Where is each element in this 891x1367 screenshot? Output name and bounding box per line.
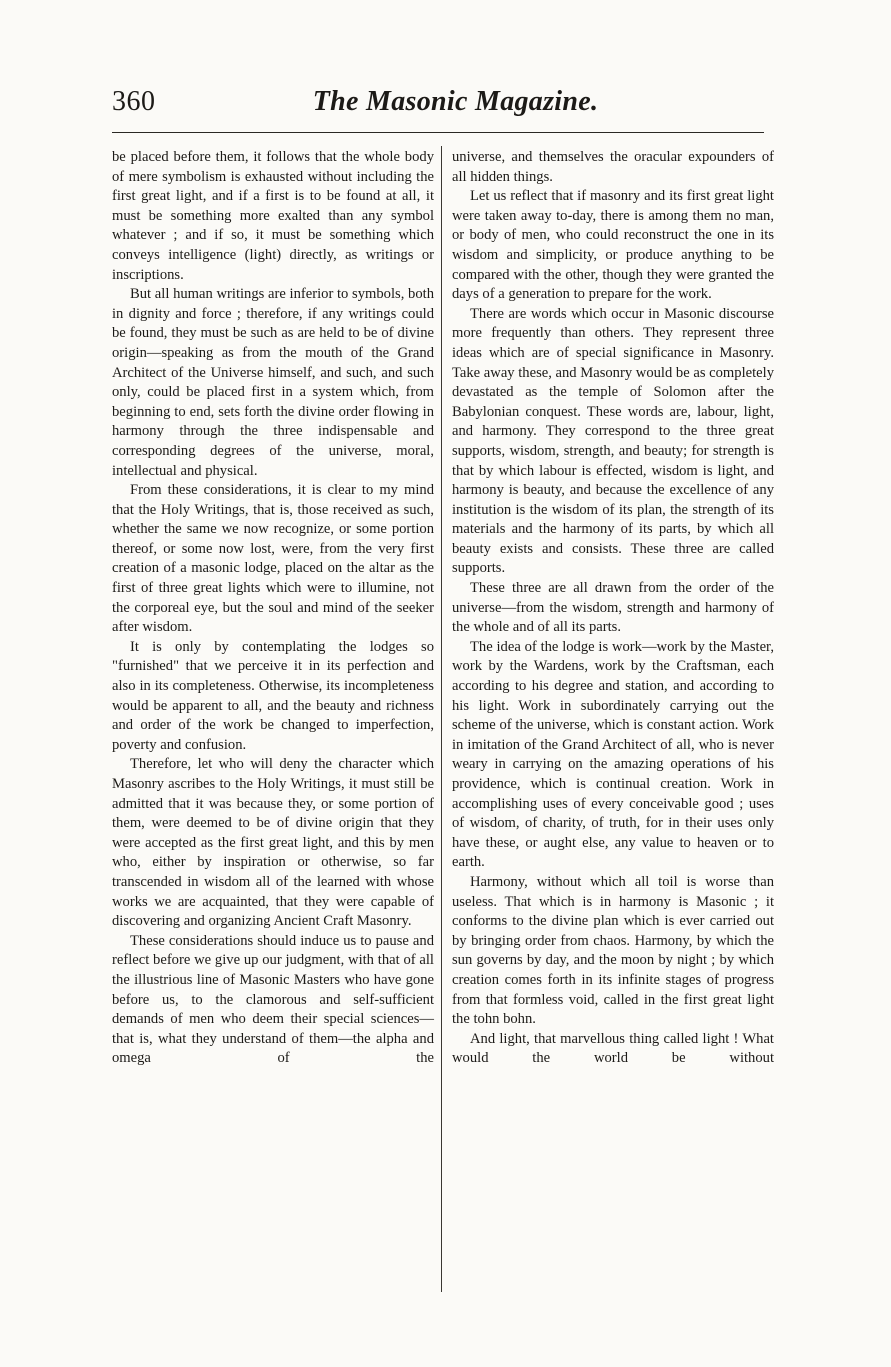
paragraph: Therefore, let who will deny the character which Masonry ascribes to the Holy Writings, it must still be admitted that it was because they, or some portion of them, were deemed to be of divine origin that they were accepted as the first great light, and this by men who, either by inspiration or otherwise, so far transcended in wisdom all of the learned with whose works we are acquainted, that they were capable of discovering and organizing Ancient Craft Masonry.: [112, 756, 434, 930]
paragraph: There are words which occur in Masonic discourse more frequently than others. They represent three ideas which are of special significance in Masonry. Take away these, and Masonry would be as completely devastated as the temple of Solomon after the Babylonian conquest. These words are, labour, light, and harmony. They correspond to the three great supports, wisdom, strength, and beauty; for strength is that by which labour is effected, wisdom is light, and harmony is beauty, and because the excellence of any institution is the wisdom of its plan, the strength of its materials and the harmony of its parts, by which all beauty exists and consists. These three are called supports.: [452, 305, 774, 577]
paragraph: be placed before them, it follows that the whole body of mere symbolism is exhausted without including the first great light, and if a first is to be found at all, it must be something more exalted than any symbol whatever ; and if so, it must be something which conveys intelligence (light) directly, as writings or inscriptions.: [112, 149, 434, 283]
column-divider: [441, 146, 442, 1292]
paragraph: Let us reflect that if masonry and its first great light were taken away to-day, there is among them no man, or body of men, who could reconstruct the one in its wisdom and simplicity, or produce anything to be compared with the other, though they were granted the days of a generation to prepare for the work.: [452, 188, 774, 303]
paragraph: Harmony, without which all toil is worse than useless. That which is in harmony is Masonic ; it conforms to the divine plan which is ever carried out by bringing order from chaos. Harmony, by which the sun governs by day, and the moon by night ; by which creation comes forth in its infinite stages of progress from that formless void, called in the first great light the tohn bohn.: [452, 873, 774, 1028]
paragraph: But all human writings are inferior to symbols, both in dignity and force ; therefore, if any writings could be found, they must be such as are held to be of divine origin—speaking as from the mouth of the Grand Architect of the Universe himself, and such, and such only, could be placed first in a system which, from beginning to end, sets forth the divine order flowing in harmony through the three indispensable and corresponding degrees of the universe, moral, intellectual and physical.: [112, 286, 434, 479]
paragraph: These three are all drawn from the order of the universe—from the wisdom, strength and harmony of the whole and of all its parts.: [452, 580, 774, 636]
paragraph: From these considerations, it is clear to my mind that the Holy Writings, that is, those received as such, whether the same we now recognize, or some portion thereof, or some now lost, were, from the very first creation of a masonic lodge, placed on the altar as the first of three great lights which were to illumine, not the corporeal eye, but the soul and mind of the seeker after wisdom.: [112, 482, 434, 636]
paragraph: The idea of the lodge is work—work by the Master, work by the Wardens, work by the Craftsman, each according to his degree and station, and according to his light. Work in subordinately carrying out the scheme of the universe, which is constant action. Work in imitation of the Grand Architect of all, who is never weary in carrying on the amazing operations of his providence, which is continual creation. Work in accomplishing uses of every conceivable good ; uses of wisdom, of charity, of truth, for in their uses only have these, or aught else, any value to heaven or to earth.: [452, 638, 774, 871]
right-column: [452, 148, 774, 1069]
header-rule: [112, 132, 764, 133]
running-title: The Masonic Magazine.: [312, 86, 599, 117]
page-number: 360: [112, 86, 156, 117]
paragraph: And light, that marvellous thing called light ! What would the world be without: [452, 1030, 774, 1067]
left-column: [112, 148, 434, 1069]
paragraph: It is only by contemplating the lodges so "furnished" that we perceive it in its perfection and also in its completeness. Otherwise, its incompleteness would be apparent to all, and the beauty and richness and order of the work be changed to imperfection, poverty and confusion.: [112, 638, 434, 753]
paragraph: universe, and themselves the oracular expounders of all hidden things.: [452, 149, 774, 185]
paragraph: These considerations should induce us to pause and reflect before we give up our judgment, with that of all the illustrious line of Masonic Masters who have gone before us, to the clamorous and self-sufficient demands of men who deem their special sciences—that is, what they understand of them—the alpha and omega of the: [112, 932, 434, 1067]
